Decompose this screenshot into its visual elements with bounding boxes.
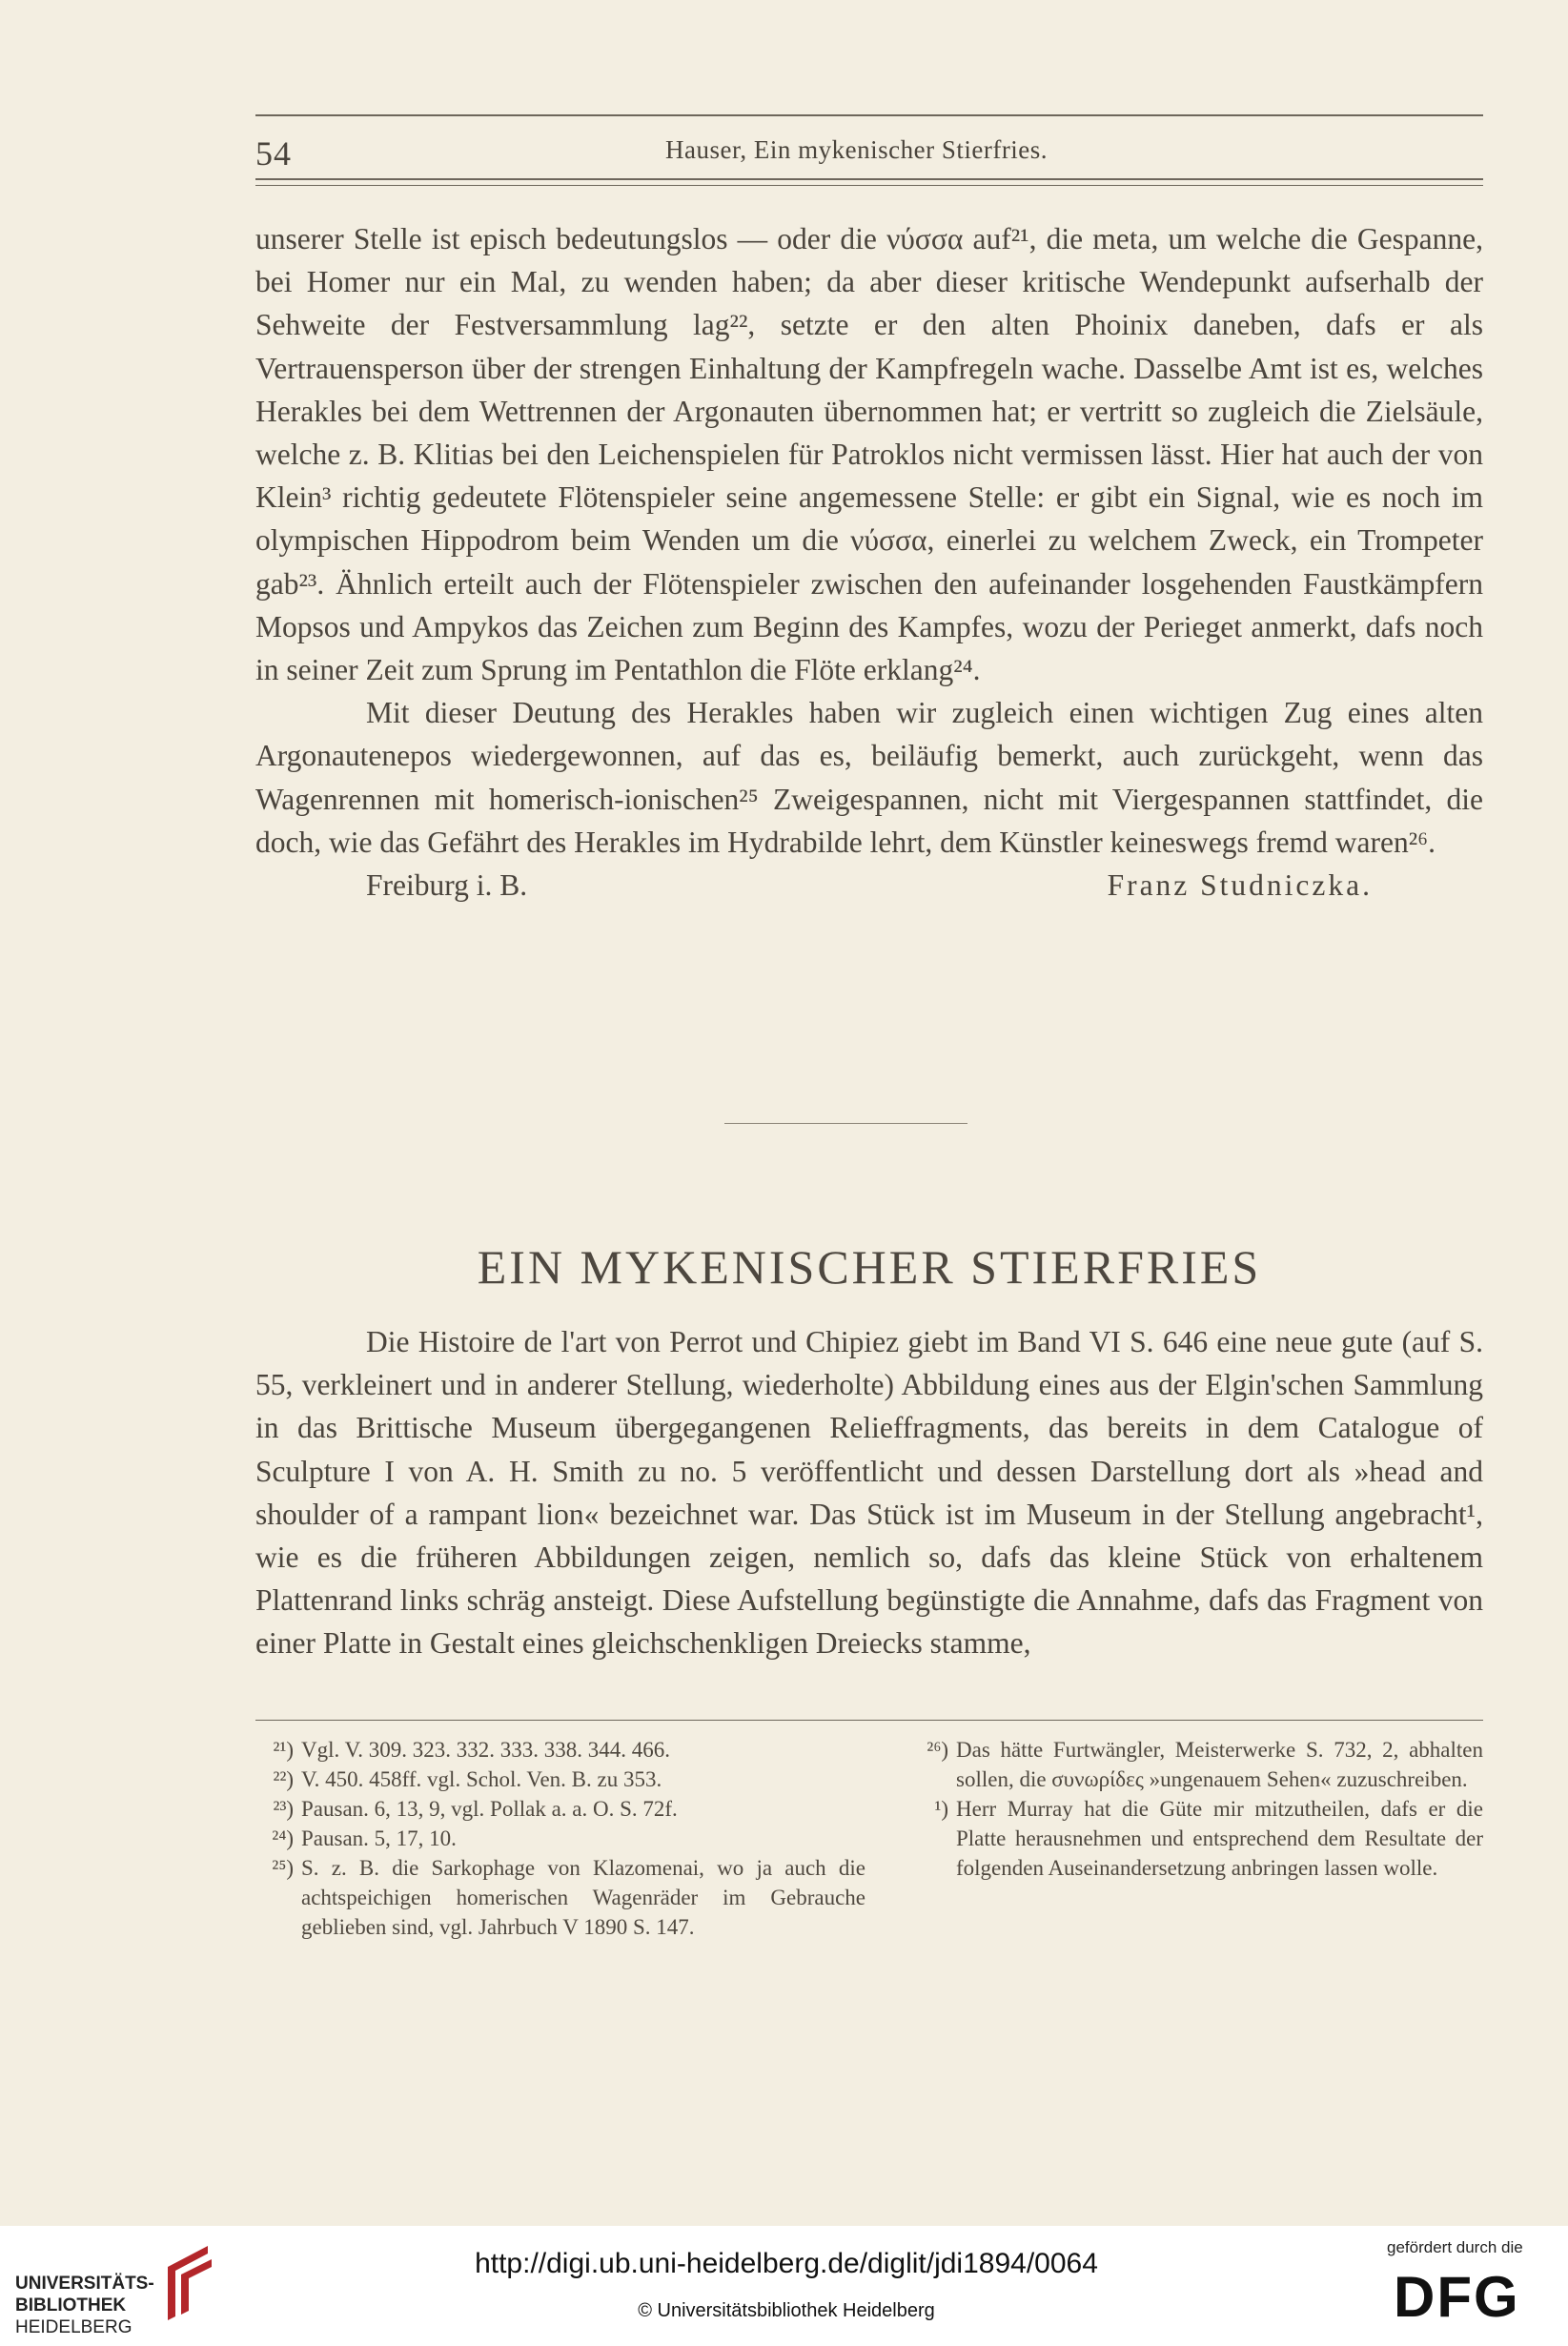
header-rule-bottom [255, 178, 1483, 180]
footnotes-right-column [910, 1735, 1483, 1883]
permalink-url[interactable]: http://digi.ub.uni-heidelberg.de/diglit/jdi1894/0064 [475, 2248, 1098, 2279]
continued-article-text [255, 217, 1483, 907]
footnote-rule [255, 1720, 1483, 1721]
footer-bar [0, 2226, 1568, 2346]
running-title: Hauser, Ein mykenischer Stierfries. [665, 135, 1049, 164]
copyright-notice: © Universitätsbibliothek Heidelberg [638, 2300, 935, 2321]
signature-place: Freiburg i. B. [366, 868, 528, 903]
paragraph: Mit dieser Deutung des Herakles haben wir zugleich einen wichtigen Zug eines alten Argonautenepos wiedergewonnen, auf das es, beiläufig bemerkt, auch zurückgeht, wenn das Wagenrennen mit homerisch-ionischen²⁵ Zweigespannen, nicht mit Viergespannen stattfindet, die doch, wie das Gefährt des Herakles im Hydrabilde lehrt, dem Künstler keineswegs fremd waren²⁶. [255, 696, 1483, 859]
footnote: ²⁵) S. z. B. die Sarkophage von Klazomenai, wo ja auch die achtspeichigen homerischen Wagenräder im Gebrauche geblieben sind, vgl. Jahrbuch V 1890 S. 147. [272, 1856, 865, 1939]
footnote: ²⁶) Das hätte Furtwängler, Meisterwerke S. 732, 2, abhalten sollen, die συνωρίδες »ungenauem Sehen« zuzuschreiben. [927, 1738, 1483, 1791]
footnote: ²²) V. 450. 458ff. vgl. Schol. Ven. B. zu 353. [273, 1767, 662, 1791]
header-rule-bottom-thin [255, 185, 1483, 186]
library-name-line1: UNIVERSITÄTS- [15, 2274, 154, 2294]
library-logo[interactable] [15, 2236, 225, 2341]
funding-caption: gefördert durch die [1387, 2238, 1523, 2256]
footnotes-left-column [255, 1735, 865, 1942]
footnote: ¹) Herr Murray hat die Güte mir mitzutheilen, dafs er die Platte herausnehmen und entsprechend dem Resultate der folgenden Auseinandersetzung anbringen lassen wolle. [934, 1797, 1483, 1880]
footnote: ²¹) Vgl. V. 309. 323. 332. 333. 338. 344. 466. [273, 1738, 670, 1762]
footnote: ²³) Pausan. 6, 13, 9, vgl. Pollak a. a. O. S. 72f. [273, 1797, 678, 1821]
signature-name: Franz Studniczka. [1107, 868, 1373, 903]
article-text [255, 1320, 1483, 1665]
section-divider [724, 1123, 967, 1124]
library-name-line2: BIBLIOTHEK [15, 2295, 127, 2315]
paragraph: unserer Stelle ist episch bedeutungslos — oder die νύσσα auf²¹, die meta, um welche die Gespanne, bei Homer nur ein Mal, zu wenden haben; da aber dieser kritische Wendepunkt aufserhalb der Sehweite der Festversammlung lag²², setzte er den alten Phoinix daneben, dafs er als Vertrauensperson über der strengen Einhaltung der Kampfregeln wache. Dasselbe Amt ist es, welches Herakles bei dem Wettrennen der Argonauten übernommen hat; er vertritt so zugleich die Zielsäule, welche z. B. Klitias bei den Leichenspielen für Patroklos nicht vermissen lässt. Hier hat auch der von Klein³ richtig gedeutete Flötenspieler seine angemessene Stelle: er gibt ein Signal, wie es noch im olympischen Hippodrom beim Wenden um die νύσσα, einerlei zu welchem Zweck, ein Trompeter gab²³. Ähnlich erteilt auch der Flötenspieler zwischen den aufeinander losgehenden Faustkämpfern Mopsos und Ampykos das Zeichen zum Beginn des Kampfes, wozu der Perieget anmerkt, dafs noch in seiner Zeit zum Sprung im Pentathlon die Flöte erklang²⁴. [255, 222, 1483, 687]
paragraph: Die Histoire de l'art von Perrot und Chipiez giebt im Band VI S. 646 eine neue gute (auf S. 55, verkleinert und in anderer Stellung, wiederholte) Abbildung eines aus der Elgin'schen Sammlung in das Brittische Museum übergegangenen Relieffragments, das bereits in dem Catalogue of Sculpture I von A. H. Smith zu no. 5 veröffentlicht und dessen Darstellung dort als »head and shoulder of a rampant lion« bezeichnet war. Das Stück ist im Museum in der Stellung angebracht¹, wie es die früheren Abbildungen zeigen, nemlich so, dafs das kleine Stück von erhaltenem Plattenrand links schräg ansteigt. Diese Aufstellung begünstigte die Annahme, dafs das Fragment von einer Platte in Gestalt eines gleichschenkligen Dreiecks stamme, [255, 1325, 1483, 1661]
page-number: 54 [255, 134, 292, 173]
footnote: ²⁴) Pausan. 5, 17, 10. [272, 1826, 457, 1850]
article-title: EIN MYKENISCHER STIERFRIES [477, 1240, 1262, 1294]
library-emblem-icon [158, 2240, 217, 2324]
library-name-line3: HEIDELBERG [15, 2317, 132, 2337]
dfg-logo[interactable]: DFG [1394, 2265, 1520, 2329]
author-signature [255, 864, 1483, 907]
header-rule-top [255, 114, 1483, 116]
